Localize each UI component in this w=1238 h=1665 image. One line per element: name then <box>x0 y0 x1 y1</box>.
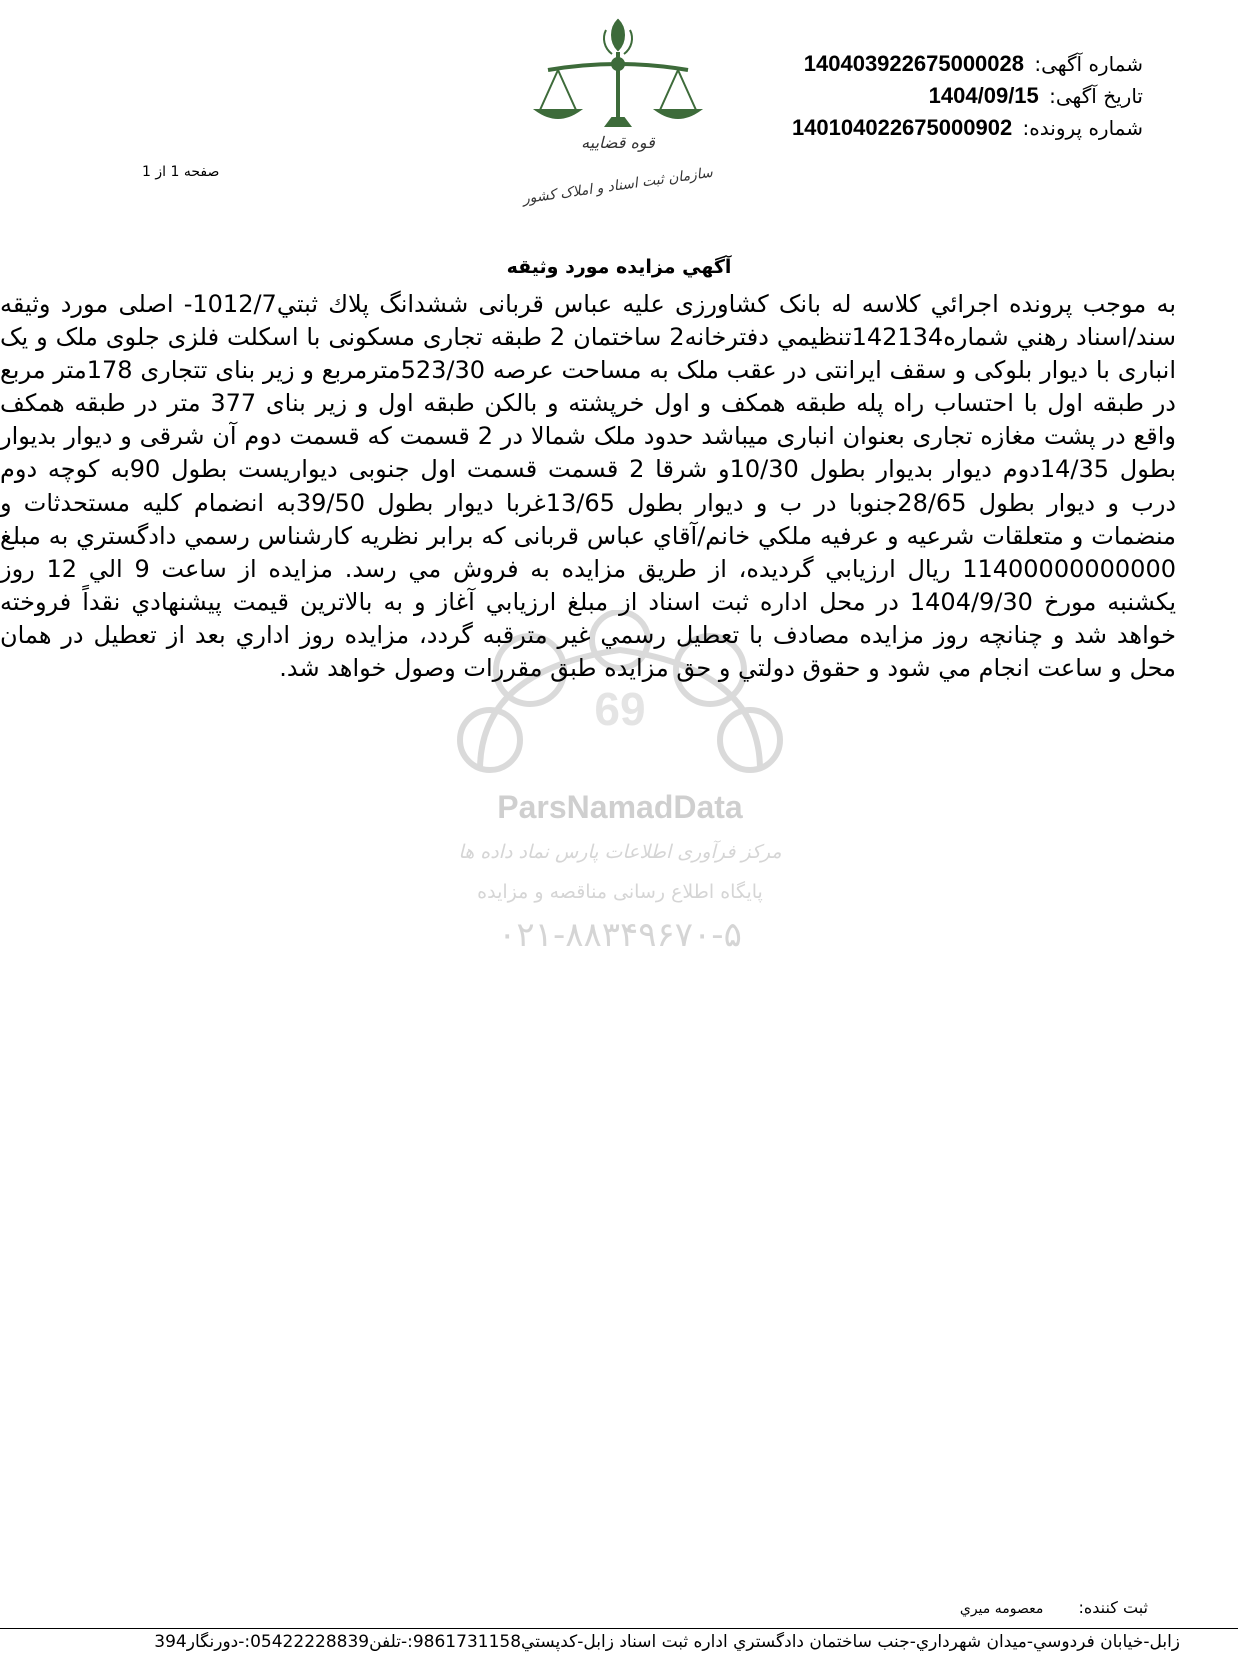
ad-date-label: تاریخ آگهی: <box>1049 84 1143 108</box>
svg-text:پایگاه اطلاع رسانی مناقصه و مز: پایگاه اطلاع رسانی مناقصه و مزایده <box>477 881 763 903</box>
ad-date-row <box>723 80 1143 112</box>
svg-text:ParsNamadData: ParsNamadData <box>497 789 743 825</box>
svg-text:سازمان ثبت اسناد و املاک کشور: سازمان ثبت اسناد و املاک کشور <box>521 164 714 208</box>
ad-number-label: شماره آگهی: <box>1034 52 1143 76</box>
ad-number-row <box>723 48 1143 80</box>
office-address-footer: زابل-خيابان فردوسي-ميدان شهرداري-جنب ساختمان دادگستري اداره ثبت اسناد زابل-كدپستي9861731158:-تلفن05422228839:-دورنگار394 <box>154 1632 1180 1652</box>
footer-divider <box>0 1628 1238 1629</box>
notice-body: به موجب پرونده اجرائي كلاسه له بانک کشاورزی علیه عباس قربانی ششدانگ پلاك ثبتي1012/7- اصلی مورد وثیقه سند/اسناد رهني شماره142134تنظيمي دفترخانه2 ساختمان 2 طبقه تجاری مسکونی با اسکلت فلزی جلوی ملک و یک انباری با دیوار بلوکی و سقف ایرانتی در عقب ملک به مساحت عرصه 523/30مترمربع و زیر بنای تتجاری 178متر مربع در طبقه اول با احتساب راه پله طبقه همکف و اول خرپشته و بالکن طبقه اول و زیر بنای 377 متر در طبقه همکف واقع در پشت مغازه تجاری بعنوان انباری میباشد حدود ملک شمالا در 2 قسمت که قسمت دوم آن شرقی و دیوار بدیوار بطول 14/35دوم دیوار بدیوار بطول 10/30و شرقا 2 قسمت قسمت اول جنوبی دیواریست بطول 90به کوچه دوم درب و دیوار بطول 28/65جنوبا در ب و دیوار بطول 13/65غربا دیوار بطول 39/50به انضمام کلیه مستحدثات و منضمات و متعلقات شرعيه و عرفيه ملكي خانم/آقاي عباس قربانی كه برابر نظريه كارشناس رسمي دادگستري به مبلغ 11400000000000 ريال ارزيابي گرديده، از طريق مزايده به فروش مي رسد. مزايده از ساعت 9 الي 12 روز یکشنبه مورخ 1404/9/30 در محل اداره ثبت اسناد از مبلغ ارزيابي آغاز و به بالاترين قيمت پيشنهادي نقداً فروخته خواهد شد و چنانچه روز مزايده مصادف با تعطيل رسمي غير مترقبه گردد، مزايده روز اداري بعد از تعطيل در همان محل و ساعت انجام مي شود و حقوق دولتي و حق مزايده طبق مقررات وصول خواهد شد. <box>0 290 1177 683</box>
page-number: صفحه 1 از 1 <box>142 164 220 180</box>
file-number: 140104022675000902 <box>791 115 1013 140</box>
registrar <box>930 1598 1148 1617</box>
svg-text:قوه قضاییه: قوه قضاییه <box>581 133 655 152</box>
ad-date: 1404/09/15 <box>928 83 1039 108</box>
ad-number: 140403922675000028 <box>803 51 1025 76</box>
svg-text:مرکز فرآوری اطلاعات پارس نماد: مرکز فرآوری اطلاعات پارس نماد داده ها <box>458 841 782 863</box>
registrar-label: ثبت كننده: <box>1078 1598 1148 1617</box>
registrar-name: معصومه ميري <box>959 1601 1044 1617</box>
file-number-label: شماره پرونده: <box>1022 116 1143 140</box>
svg-text:69: 69 <box>594 683 646 735</box>
svg-text:۰۲۱-۸۸۳۴۹۶۷۰-۵: ۰۲۱-۸۸۳۴۹۶۷۰-۵ <box>498 915 742 955</box>
file-number-row <box>723 112 1143 144</box>
judiciary-emblem-icon <box>518 8 718 208</box>
notice-title: آگهي مزايده مورد وثيقه <box>506 256 732 278</box>
ad-meta <box>723 48 1143 144</box>
